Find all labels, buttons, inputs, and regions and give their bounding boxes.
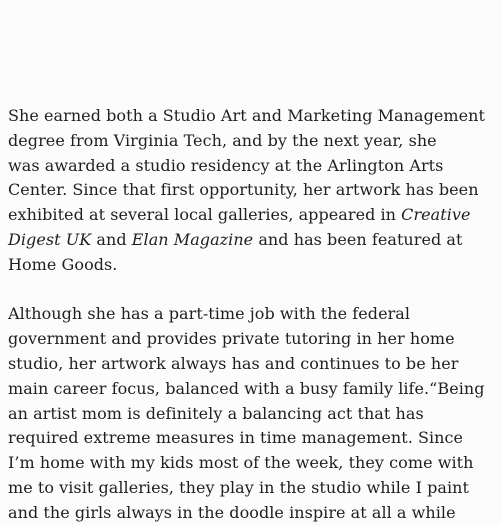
paragraph-2-line-9: and the girls always in the doodle inspire at all a while <box>8 502 456 522</box>
paragraph-1-line-7: Home Goods. <box>8 254 118 274</box>
paragraph-2-line-7: I’m home with my kids most of the week, they come with <box>8 453 474 473</box>
paragraph-1-line-5 <box>8 203 498 228</box>
paragraph-1-line-4: Center. Since that first opportunity, her artwork has been <box>8 180 479 200</box>
paragraph-1-line-1: She earned both a Studio Art and Marketing Management <box>8 106 485 125</box>
paragraph-2-line-6: required extreme measures in time management. Since <box>8 428 464 448</box>
paragraph-2 <box>8 302 498 525</box>
paragraph-2-line-1: Although she has a part-time job with the federal <box>8 304 411 324</box>
paragraph-1-line-6-text: and has been featured at <box>253 229 463 249</box>
paragraph-1-line-6-connector: and <box>91 229 132 249</box>
paragraph-2-line-3: studio, her artwork always has and continues to be her <box>8 353 459 373</box>
paragraph-1-line-3: was awarded a studio residency at the Arlington Arts <box>8 155 444 175</box>
paragraph-2-line-4: main career focus, balanced with a busy family life.“Being <box>8 378 485 398</box>
paragraph-1-line-6 <box>8 228 498 253</box>
publication-name-creative-digest-start: Creative <box>401 205 471 225</box>
paragraph-2-line-5: an artist mom is definitely a balancing act that has <box>8 403 424 423</box>
paragraph-1-line-5-text: exhibited at several local galleries, appeared in <box>8 205 402 225</box>
publication-name-creative-digest-end: Digest UK <box>8 229 92 249</box>
paragraph-1-line-2: degree from Virginia Tech, and by the next year, she <box>8 130 437 150</box>
article-body <box>8 104 498 526</box>
paragraph-2-line-2: government and provides private tutoring in her home <box>8 329 455 349</box>
publication-name-elan-magazine: Elan Magazine <box>131 229 254 249</box>
paragraph-spacer <box>8 278 498 303</box>
paragraph-2-line-8: me to visit galleries, they play in the studio while I paint <box>8 477 469 497</box>
paragraph-1 <box>8 104 498 278</box>
